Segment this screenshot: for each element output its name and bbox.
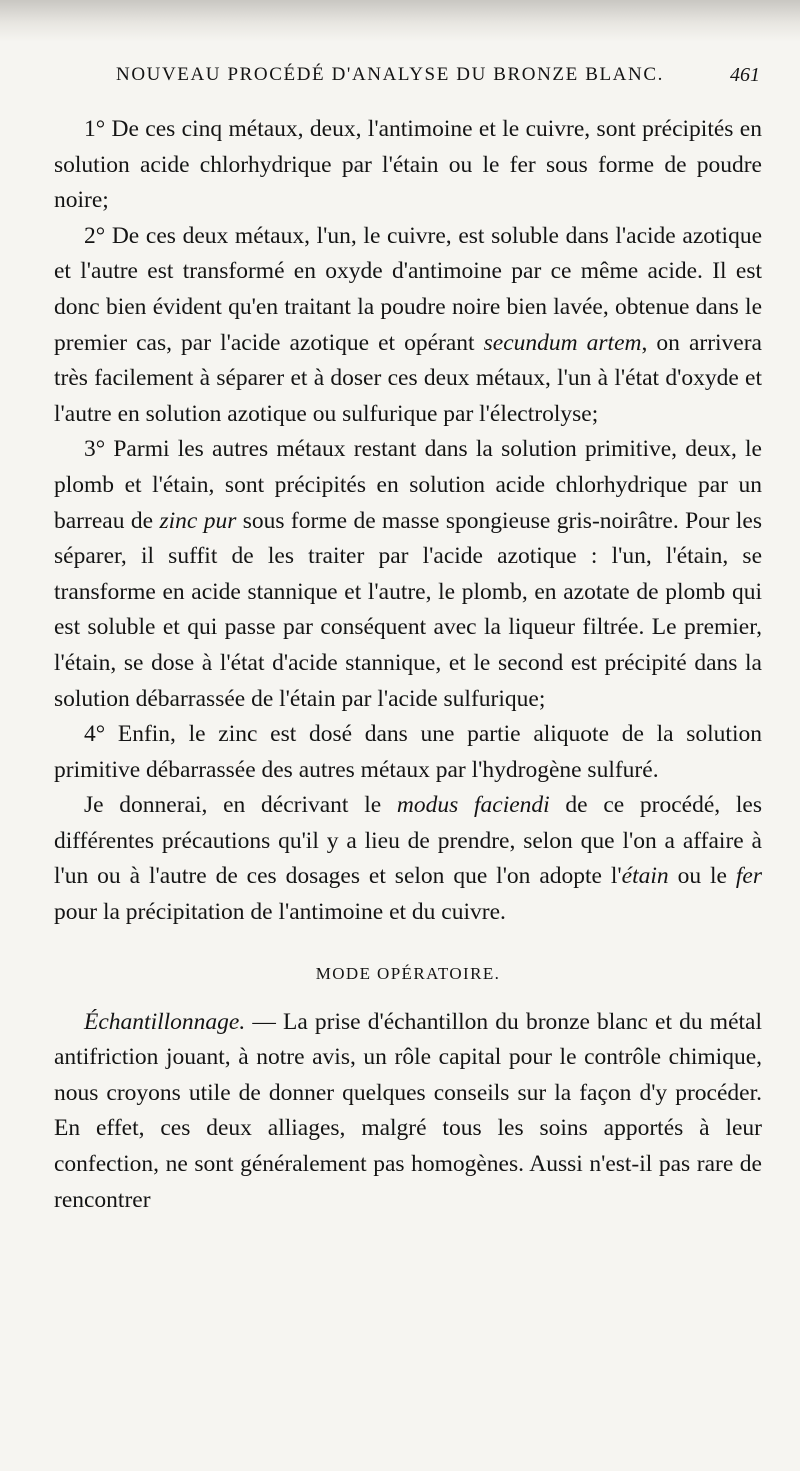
text-run: de ce procédé, les différentes précautions qu'il y a lieu de prendre, selon que l'on a affaire à l'un ou à l'autre de ces dosages et selon que l'on adopte l' [54,792,762,890]
paragraph-list [54,112,762,931]
page-number: 461 [730,64,760,86]
italic-term: étain [621,863,669,890]
paragraph-p2 [54,219,762,433]
italic-term: secundum artem [483,329,642,356]
paragraph-p5 [54,788,762,930]
text-run: sous forme de masse spongieuse gris-noirâtre. Pour les séparer, il suffit de les traiter par l'acide azotique : l'un, l'étain, se transforme en acide stannique et l'autre, le plomb, en azotate de plomb qui est soluble et qui passe par conséquent avec la liqueur filtrée. Le premier, l'étain, se dose à l'état d'acide stannique, et le second est précipité dans la solution débarrassée de l'étain par l'acide sulfurique; [54,507,763,712]
text-run: 4° Enfin, le zinc est dosé dans une partie aliquote de la solution primitive débarrassée des autres métaux par l'hydrogène sulfuré. [54,721,762,783]
text-run: 2° De ces deux métaux, l'un, le cuivre, est soluble dans l'acide azotique et l'autre est transformé en oxyde d'antimoine par ce même acide. Il est donc bien évident qu'en traitant la poudre noire bien lavée, obtenue dans le premier cas, par l'acide azotique et opérant [54,222,762,356]
section-paragraph-list [54,1005,762,1219]
text-run: 1° De ces cinq métaux, deux, l'antimoine et le cuivre, sont précipités en solution acide chlorhydrique par l'étain ou le fer sous forme de poudre noire; [54,116,762,214]
running-title: NOUVEAU PROCÉDÉ D'ANALYSE DU BRONZE BLANC. [116,64,664,85]
text-run: — La prise d'échantillon du bronze blanc et du métal antifriction jouant, à notre avis, un rôle capital pour le contrôle chimique, nous croyons utile de donner quelques conseils sur la façon d'y procéder. En effet, ces deux alliages, malgré tous les soins apportés à leur confection, ne sont généralement pas homogènes. Aussi n'est-il pas rare de rencontrer [54,1008,762,1213]
paragraph-p6 [54,1005,762,1219]
page-header [116,64,760,98]
text-run: pour la précipitation de l'antimoine et du cuivre. [54,899,506,926]
text-run: , on arrivera très facilement à séparer et à doser ces deux métaux, l'un à l'état d'oxyde et l'autre en solution azotique ou sulfurique par l'électrolyse; [54,329,762,427]
text-run: ou le [668,863,736,890]
italic-term: Échantillonnage. [84,1008,246,1035]
paragraph-p4 [54,717,762,788]
paragraph-p1 [54,112,762,219]
page-top-shadow [0,0,800,42]
italic-term: modus faciendi [396,792,550,819]
text-run: Je donnerai, en décrivant le [84,792,397,819]
italic-term: zinc pur [159,507,237,534]
section-heading: MODE OPÉRATOIRE. [315,963,501,983]
paragraph-p3 [54,432,762,717]
italic-term: fer [735,863,762,890]
body-text [54,112,762,1218]
text-run: 3° Parmi les autres métaux restant dans la solution primitive, deux, le plomb et l'étain, sont précipités en solution acide chlorhydrique par un barreau de [54,436,762,534]
